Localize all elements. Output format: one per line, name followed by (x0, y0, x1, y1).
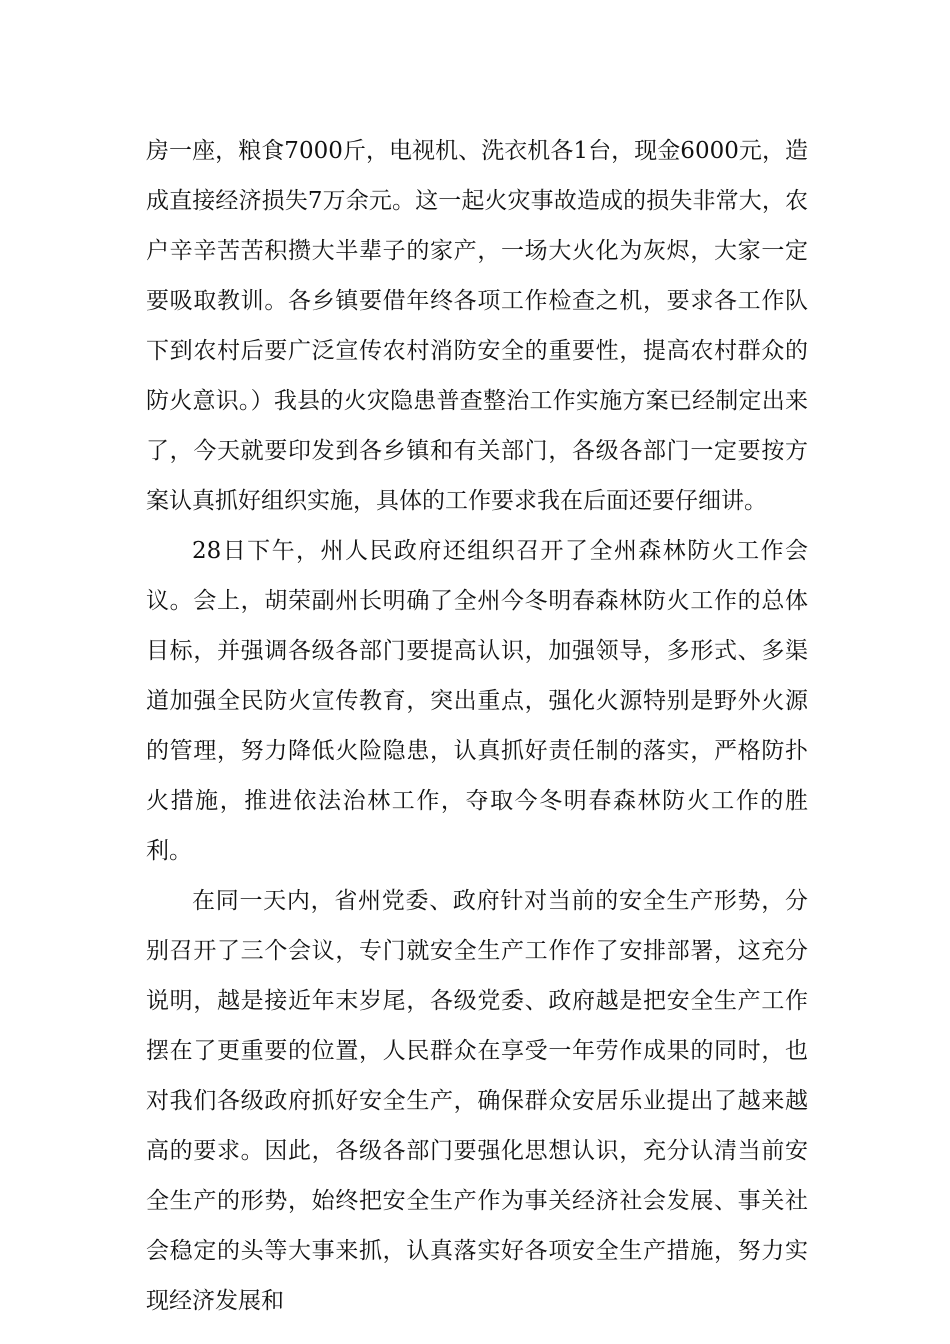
body-text (146, 126, 808, 1326)
paragraph-safety-production: 在同一天内，省州党委、政府针对当前的安全生产形势，分别召开了三个会议，专门就安全生产工作作了安排部署，这充分说明，越是接近年末岁尾，各级党委、政府越是把安全生产工作摆在了更重要的位置，人民群众在享受一年劳作成果的同时，也对我们各级政府抓好安全生产，确保群众安居乐业提出了越来越高的要求。因此，各级各部门要强化思想认识，充分认清当前安全生产的形势，始终把安全生产作为事关经济社会发展、事关社会稳定的头等大事来抓，认真落实好各项安全生产措施，努力实现经济发展和 (146, 888, 808, 1314)
paragraph-continuation: 房一座，粮食7000斤，电视机、洗衣机各1台，现金6000元，造成直接经济损失7万余元。这一起火灾事故造成的损失非常大，农户辛辛苦苦积攒大半辈子的家产，一场大火化为灰烬，大家一定要吸取教训。各乡镇要借年终各项工作检查之机，要求各工作队下到农村后要广泛宣传农村消防安全的重要性，提高农村群众的防火意识。）我县的火灾隐患普查整治工作实施方案已经制定出来了，今天就要印发到各乡镇和有关部门，各级各部门一定要按方案认真抓好组织实施，具体的工作要求我在后面还要仔细讲。 (146, 138, 808, 514)
paragraph-forest-fire-meeting: 28日下午，州人民政府还组织召开了全州森林防火工作会议。会上，胡荣副州长明确了全州今冬明春森林防火工作的总体目标，并强调各级各部门要提高认识，加强领导，多形式、多渠道加强全民防火宣传教育，突出重点，强化火源特别是野外火源的管理，努力降低火险隐患，认真抓好责任制的落实，严格防扑火措施，推进依法治林工作，夺取今冬明春森林防火工作的胜利。 (146, 538, 808, 864)
